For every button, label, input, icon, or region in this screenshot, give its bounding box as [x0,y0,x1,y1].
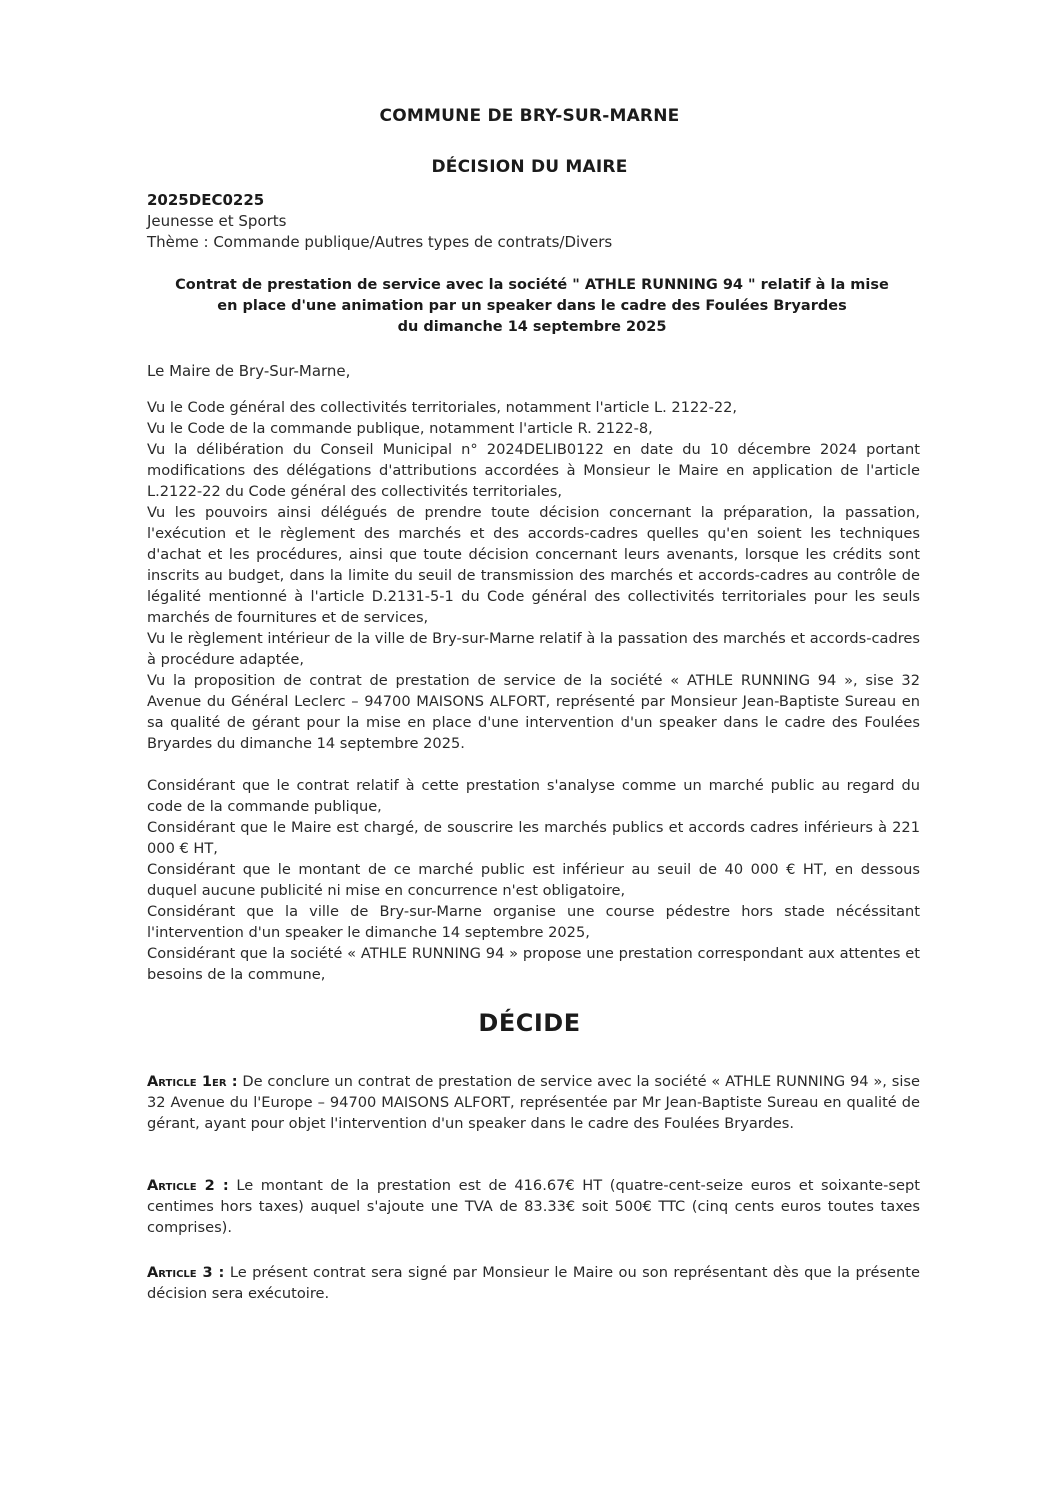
reference-block [147,190,612,253]
considerant-paragraph: Considérant que la ville de Bry-sur-Marne organise une course pédestre hors stade nécéssitant l'intervention d'un speaker le dimanche 14 septembre 2025, [147,903,920,941]
theme-line: Thème : Commande publique/Autres types de contrats/Divers [147,233,613,251]
commune-heading: COMMUNE DE BRY-SUR-MARNE [379,106,680,126]
vu-paragraph: Vu le règlement intérieur de la ville de Bry-sur-Marne relatif à la passation des marchés et accords-cadres à procédure adaptée, [147,630,920,668]
article-2 [147,1175,920,1238]
vu-paragraph: Vu les pouvoirs ainsi délégués de prendre toute décision concernant la préparation, la passation, l'exécution et le règlement des marchés et des accords-cadres quelles qu'en soient les techniques d'achat et les procédures, ainsi que toute décision concernant leurs avenants, lorsque les crédits sont inscrits au budget, dans la limite du seuil de transmission des marchés et accords-cadres au contrôle de légalité mentionné à l'article D.2131-5-1 du Code général des collectivités territoriales pour les seuls marchés de fournitures et de services, [147,504,920,626]
considerant-paragraph: Considérant que le Maire est chargé, de souscrire les marchés publics et accords cadres inférieurs à 221 000 € HT, [147,819,920,857]
article-3 [147,1262,920,1304]
considerant-paragraph: Considérant que le contrat relatif à cette prestation s'analyse comme un marché public au regard du code de la commande publique, [147,777,920,815]
considerant-paragraph: Considérant que la société « ATHLE RUNNING 94 » propose une prestation correspondant aux attentes et besoins de la commune, [147,945,920,983]
article-label: Article 3 : [147,1264,225,1281]
vu-paragraph: Vu le Code de la commande publique, notamment l'article R. 2122-8, [147,420,653,437]
document-title: DÉCISION DU MAIRE [431,157,628,177]
decision-reference-code: 2025DEC0225 [147,191,265,209]
article-label: Article 2 : [147,1177,229,1194]
article-text: Le présent contrat sera signé par Monsieur le Maire ou son représentant dès que la présente décision sera exécutoire. [147,1264,920,1302]
subject-line: en place d'une animation par un speaker dans le cadre des Foulées Bryardes [217,298,847,314]
vu-paragraph: Vu le Code général des collectivités territoriales, notamment l'article L. 2122-22, [147,399,738,416]
subject-line: du dimanche 14 septembre 2025 [397,319,667,335]
considerant-paragraph: Considérant que le montant de ce marché public est inférieur au seuil de 40 000 € HT, en dessous duquel aucune publicité ni mise en concurrence n'est obligatoire, [147,861,920,899]
subject-line: Contrat de prestation de service avec la société " ATHLE RUNNING 94 " relatif à la mise [175,277,889,293]
considerant-section [147,775,920,985]
service-name: Jeunesse et Sports [147,212,287,230]
opening-line: Le Maire de Bry-Sur-Marne, [147,362,351,380]
article-text: Le montant de la prestation est de 416.67€ HT (quatre-cent-seize euros et soixante-sept centimes hors taxes) auquel s'ajoute une TVA de 83.33€ soit 500€ TTC (cinq cents euros toutes taxes comprises). [147,1177,920,1236]
article-text: De conclure un contrat de prestation de service avec la société « ATHLE RUNNING 94 », sise 32 Avenue du l'Europe – 94700 MAISONS ALFORT, représentée par Mr Jean-Baptiste Sureau en qualité de gérant, ayant pour objet l'intervention d'un speaker dans le cadre des Foulées Bryardes. [147,1073,920,1132]
vu-paragraph: Vu la proposition de contrat de prestation de service de la société « ATHLE RUNNING 94 », sise 32 Avenue du Général Leclerc – 94700 MAISONS ALFORT, représenté par Monsieur Jean-Baptiste Sureau en sa qualité de gérant pour la mise en place d'une intervention d'un speaker dans le cadre des Foulées Bryardes du dimanche 14 septembre 2025. [147,672,920,752]
article-label: Article 1er : [147,1073,238,1090]
vu-paragraph: Vu la délibération du Conseil Municipal n° 2024DELIB0122 en date du 10 décembre 2024 portant modifications des délégations d'attributions accordées à Monsieur le Maire en application de l'article L.2122-22 du Code général des collectivités territoriales, [147,441,920,500]
decide-heading: DÉCIDE [478,1009,581,1037]
decision-subject [140,275,924,338]
article-1 [147,1071,920,1134]
vu-section [147,397,920,754]
